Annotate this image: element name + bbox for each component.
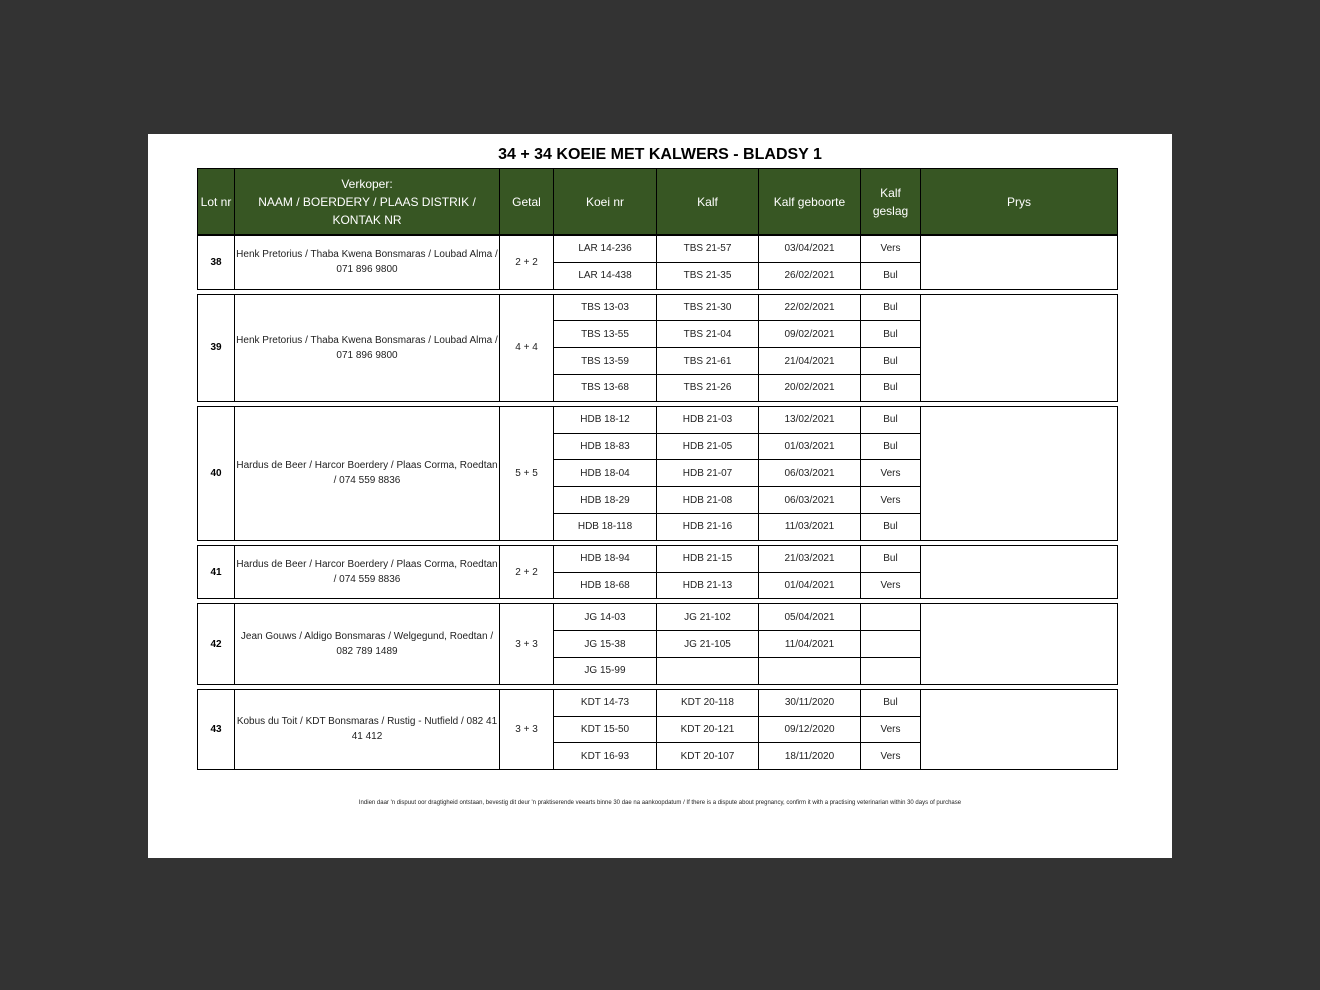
lot-group [197, 235, 1118, 290]
koei-nr: LAR 14-236 [554, 236, 657, 263]
lot-number: 38 [198, 236, 235, 290]
getal-count: 3 + 3 [500, 604, 554, 684]
koei-nr: HDB 18-12 [554, 406, 657, 433]
kalf-geslag: Bul [861, 321, 921, 348]
koei-nr: HDB 18-04 [554, 460, 657, 487]
kalf-geboorte: 06/03/2021 [759, 460, 861, 487]
kalf-geboorte: 01/03/2021 [759, 433, 861, 460]
kalf-geboorte: 11/04/2021 [759, 631, 861, 658]
header-getal: Getal [500, 169, 554, 235]
kalf-geboorte: 22/02/2021 [759, 294, 861, 321]
koei-nr: JG 15-38 [554, 631, 657, 658]
lot-number: 40 [198, 406, 235, 540]
prys-cell [921, 689, 1118, 769]
lot-group [197, 545, 1118, 600]
table-row [198, 294, 1118, 321]
koei-nr: TBS 13-68 [554, 374, 657, 401]
lot-number: 39 [198, 294, 235, 401]
kalf-nr: KDT 20-121 [657, 716, 759, 743]
kalf-geslag: Vers [861, 236, 921, 263]
kalf-geboorte: 01/04/2021 [759, 572, 861, 599]
koei-nr: LAR 14-438 [554, 262, 657, 289]
kalf-geslag [861, 657, 921, 684]
seller-details: Hardus de Beer / Harcor Boerdery / Plaas Corma, Roedtan / 074 559 8836 [235, 545, 500, 599]
kalf-geslag: Vers [861, 460, 921, 487]
prys-cell [921, 236, 1118, 290]
koei-nr: KDT 14-73 [554, 689, 657, 716]
kalf-nr: KDT 20-107 [657, 743, 759, 770]
kalf-nr: TBS 21-26 [657, 374, 759, 401]
header-kalf-geslag: Kalf geslag [861, 169, 921, 235]
seller-details: Kobus du Toit / KDT Bonsmaras / Rustig - Nutfield / 082 41 41 412 [235, 689, 500, 769]
kalf-geboorte: 30/11/2020 [759, 689, 861, 716]
kalf-geboorte: 06/03/2021 [759, 487, 861, 514]
kalf-geslag: Vers [861, 743, 921, 770]
seller-details: Hardus de Beer / Harcor Boerdery / Plaas Corma, Roedtan / 074 559 8836 [235, 406, 500, 540]
seller-details: Henk Pretorius / Thaba Kwena Bonsmaras / Loubad Alma / 071 896 9800 [235, 294, 500, 401]
page-title: 34 + 34 KOEIE MET KALWERS - BLADSY 1 [498, 146, 822, 163]
kalf-nr: HDB 21-13 [657, 572, 759, 599]
kalf-nr: TBS 21-35 [657, 262, 759, 289]
kalf-geboorte: 05/04/2021 [759, 604, 861, 631]
kalf-geboorte: 18/11/2020 [759, 743, 861, 770]
kalf-nr: HDB 21-05 [657, 433, 759, 460]
table-row [198, 689, 1118, 716]
header-prys: Prys [921, 169, 1118, 235]
kalf-geslag: Vers [861, 572, 921, 599]
lot-number: 42 [198, 604, 235, 684]
koei-nr: JG 15-99 [554, 657, 657, 684]
kalf-geboorte: 09/12/2020 [759, 716, 861, 743]
header-koei-nr: Koei nr [554, 169, 657, 235]
kalf-geboorte: 11/03/2021 [759, 513, 861, 540]
lot-group [197, 406, 1118, 541]
kalf-geslag: Bul [861, 433, 921, 460]
lot-number: 43 [198, 689, 235, 769]
header-kalf: Kalf [657, 169, 759, 235]
kalf-nr [657, 657, 759, 684]
kalf-nr: TBS 21-61 [657, 348, 759, 375]
kalf-geslag: Bul [861, 348, 921, 375]
prys-cell [921, 545, 1118, 599]
kalf-geslag [861, 631, 921, 658]
lot-group [197, 603, 1118, 684]
header-lot-nr: Lot nr [198, 169, 235, 235]
koei-nr: KDT 16-93 [554, 743, 657, 770]
koei-nr: HDB 18-94 [554, 545, 657, 572]
prys-cell [921, 406, 1118, 540]
footer-disclaimer: Indien daar 'n dispuut oor dragtigheid ontstaan, bevestig dit deur 'n praktiserende veearts binne 30 dae na aankoopdatum / If there is a dispute about pregnancy, confirm it with a practising veterinarian within 30 days of purchase [358, 800, 962, 806]
kalf-geboorte: 26/02/2021 [759, 262, 861, 289]
getal-count: 5 + 5 [500, 406, 554, 540]
kalf-nr: HDB 21-07 [657, 460, 759, 487]
kalf-geslag: Bul [861, 374, 921, 401]
kalf-nr: HDB 21-03 [657, 406, 759, 433]
koei-nr: HDB 18-118 [554, 513, 657, 540]
kalf-nr: JG 21-102 [657, 604, 759, 631]
kalf-nr: JG 21-105 [657, 631, 759, 658]
kalf-geboorte: 13/02/2021 [759, 406, 861, 433]
kalf-geboorte: 21/04/2021 [759, 348, 861, 375]
kalf-geboorte: 20/02/2021 [759, 374, 861, 401]
seller-details: Jean Gouws / Aldigo Bonsmaras / Welgegund, Roedtan / 082 789 1489 [235, 604, 500, 684]
kalf-nr: TBS 21-57 [657, 236, 759, 263]
koei-nr: HDB 18-29 [554, 487, 657, 514]
table-row [198, 236, 1118, 263]
koei-nr: JG 14-03 [554, 604, 657, 631]
kalf-geslag: Bul [861, 262, 921, 289]
kalf-geslag: Bul [861, 689, 921, 716]
kalf-nr: HDB 21-15 [657, 545, 759, 572]
lot-group [197, 689, 1118, 770]
kalf-geslag: Vers [861, 716, 921, 743]
koei-nr: TBS 13-55 [554, 321, 657, 348]
kalf-nr: HDB 21-08 [657, 487, 759, 514]
getal-count: 4 + 4 [500, 294, 554, 401]
lot-number: 41 [198, 545, 235, 599]
table-row [198, 604, 1118, 631]
prys-cell [921, 604, 1118, 684]
kalf-nr: TBS 21-04 [657, 321, 759, 348]
kalf-geslag: Vers [861, 487, 921, 514]
table-row [198, 406, 1118, 433]
kalf-nr: HDB 21-16 [657, 513, 759, 540]
koei-nr: TBS 13-03 [554, 294, 657, 321]
document-page [148, 134, 1172, 858]
kalf-geslag: Bul [861, 406, 921, 433]
getal-count: 2 + 2 [500, 545, 554, 599]
kalf-geboorte [759, 657, 861, 684]
kalf-geboorte: 09/02/2021 [759, 321, 861, 348]
kalf-nr: KDT 20-118 [657, 689, 759, 716]
kalf-geslag: Bul [861, 513, 921, 540]
kalf-geboorte: 03/04/2021 [759, 236, 861, 263]
getal-count: 3 + 3 [500, 689, 554, 769]
kalf-geslag: Bul [861, 294, 921, 321]
koei-nr: KDT 15-50 [554, 716, 657, 743]
kalf-geboorte: 21/03/2021 [759, 545, 861, 572]
kalf-nr: TBS 21-30 [657, 294, 759, 321]
getal-count: 2 + 2 [500, 236, 554, 290]
header-verkoper-label: Verkoper: [341, 176, 393, 191]
header-kalf-geboorte: Kalf geboorte [759, 169, 861, 235]
seller-details: Henk Pretorius / Thaba Kwena Bonsmaras / Loubad Alma / 071 896 9800 [235, 236, 500, 290]
kalf-geslag: Bul [861, 545, 921, 572]
header-row [197, 168, 1118, 235]
prys-cell [921, 294, 1118, 401]
koei-nr: HDB 18-83 [554, 433, 657, 460]
koei-nr: HDB 18-68 [554, 572, 657, 599]
koei-nr: TBS 13-59 [554, 348, 657, 375]
header-verkoper [235, 169, 500, 235]
table-row [198, 545, 1118, 572]
kalf-geslag [861, 604, 921, 631]
header-verkoper-detail: NAAM / BOERDERY / PLAAS DISTRIK / KONTAK NR [258, 194, 476, 227]
lot-group [197, 294, 1118, 402]
